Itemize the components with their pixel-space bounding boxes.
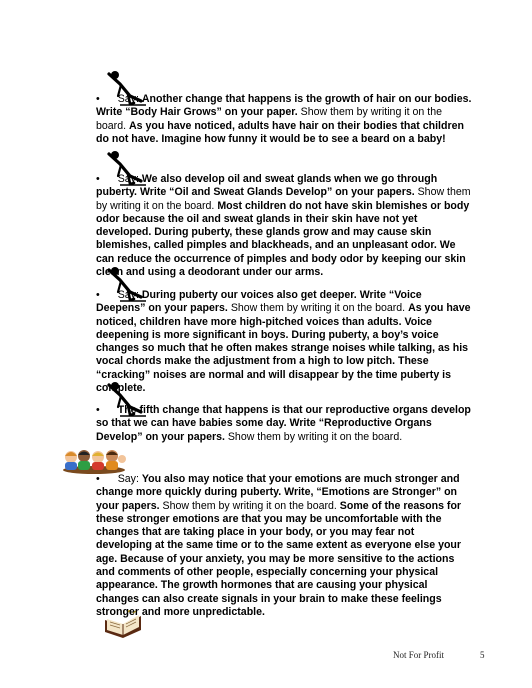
text-segment: We also develop oil and sweat glands when we go through puberty. Write “Oil and Sweat Glands Develop” on your papers.: [96, 173, 438, 199]
paragraph-hair: [90, 93, 472, 146]
paragraph-emotions: [90, 473, 472, 619]
paragraph-reproductive: [90, 404, 472, 444]
text-segment: As you have noticed, children have more high-pitched voices than adults. Voice deepening is more significant in boys. During puberty, a boy’s voice changes so much that he often makes strange noises while talking, as his vocal chords make the adjustment from a high to low pitch. These “cracking” noises are normal and will disappear by the time puberty is complete.: [96, 302, 471, 395]
say-label: Say:: [117, 173, 142, 185]
text-segment: Show them by writing it on the board.: [227, 302, 409, 315]
bullet: •: [96, 173, 100, 185]
say-label: Say:: [117, 289, 142, 301]
text-segment: Most children do not have skin blemishes or body odor because the oil and sweat glands in their skin have not yet developed. During puberty, these glands grow and may cause skin blemishes, called pimples and blackheads, and an unpleasant odor. We can reduce the occurrence of pimples and body odor by keeping our skin clean and using a deodorant under our arms.: [96, 199, 470, 279]
text-segment: Show them by writing it on the board.: [96, 186, 471, 212]
text-segment: During puberty our voices also get deeper. Write “Voice Deepens” on your papers.: [96, 289, 422, 315]
say-label: Say:: [117, 473, 142, 485]
text-segment: Another change that happens is the growth of hair on our bodies. Write “Body Hair Grows” on your paper.: [96, 93, 472, 119]
group-of-kids-icon: [62, 448, 126, 474]
bullet: •: [96, 404, 100, 416]
paragraph-glands: [90, 173, 472, 279]
text-segment: As you have noticed, adults have hair on their bodies that children do not have. Imagine how funny it would be to see a beard on a baby!: [96, 119, 464, 145]
paragraph-voice: [90, 289, 472, 395]
page-number: 5: [480, 650, 485, 660]
say-label: Say:: [117, 93, 142, 105]
bullet: •: [96, 93, 100, 105]
text-segment: The fifth change that happens is that our reproductive organs develop so that we can have babies some day. Write “Reproductive Organs Develop” on your papers.: [96, 404, 471, 443]
bullet: •: [96, 289, 100, 301]
footer-label: Not For Profit: [393, 650, 445, 660]
text-segment: Some of the reasons for these stronger emotions are that you may be uncomfortable with the changes that are taking place in your body, or you may fear not developing at the same time or to the same extent as everyone else your age. Because of your anxiety, you may be more sensitive to the actions and comments of other people, especially concerning your physical appearance. The growth hormones that are causing your physical changes can also create signals in your brain to make these feelings stronger and more unpredictable.: [96, 499, 462, 618]
text-segment: Show them by writing it on the board.: [96, 106, 442, 132]
text-segment: You also may notice that your emotions are much stronger and change more quickly during puberty. Write, “Emotions are Stronger” on your papers.: [96, 473, 460, 512]
text-segment: Show them by writing it on the board.: [159, 499, 340, 512]
text-segment: Show them by writing it on the board.: [224, 430, 403, 443]
bullet: •: [96, 473, 100, 485]
